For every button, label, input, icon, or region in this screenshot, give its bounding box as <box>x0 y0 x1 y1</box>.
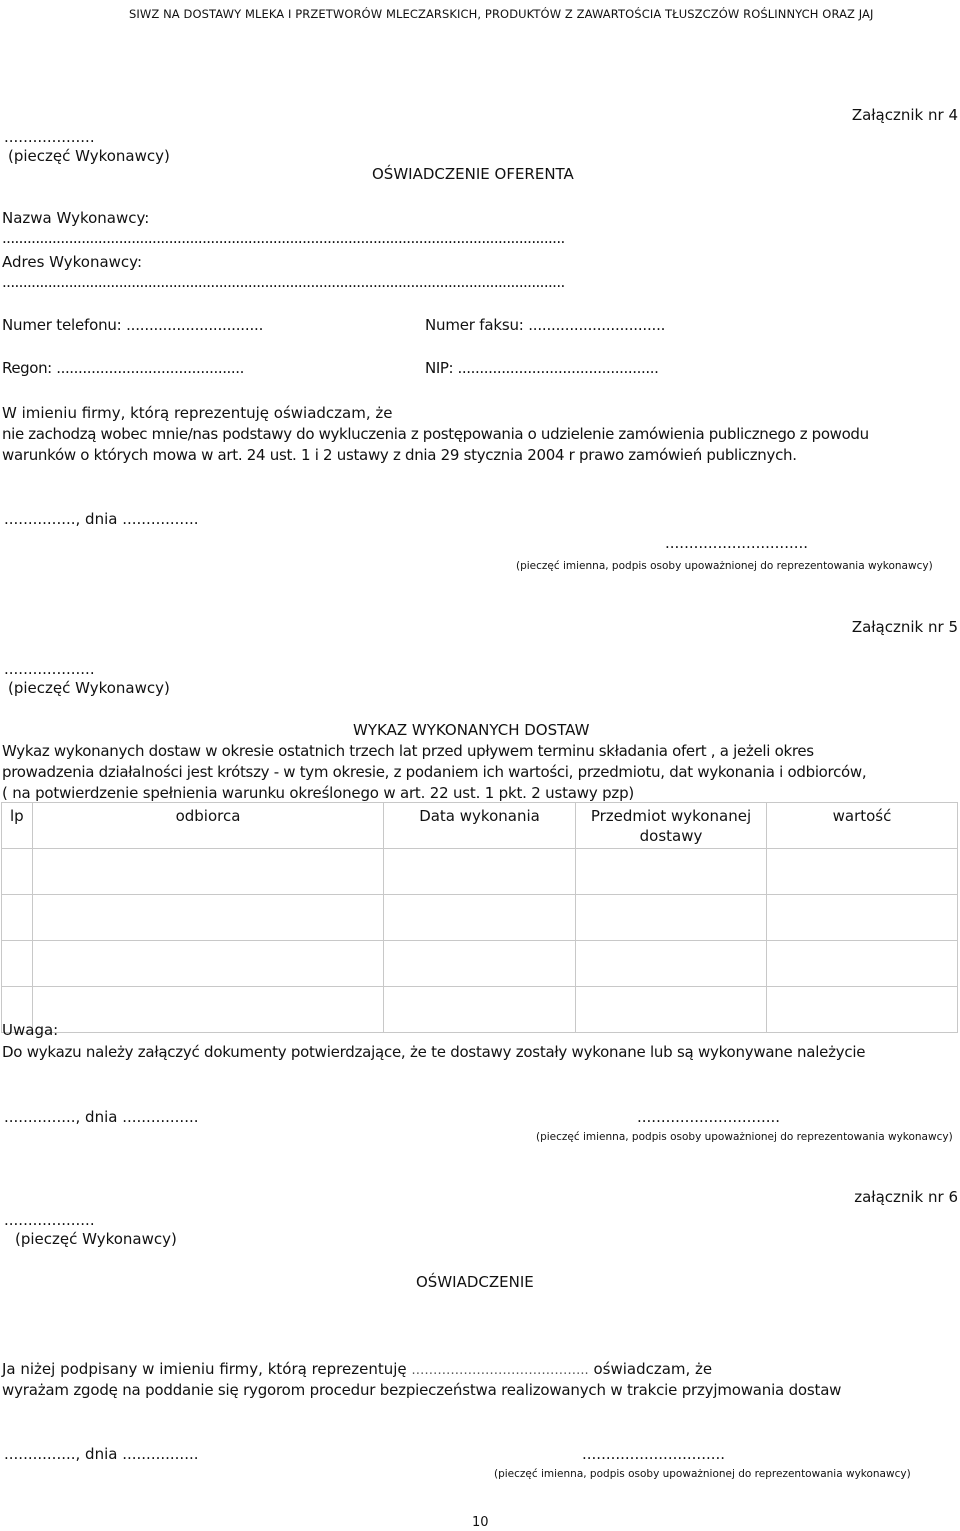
statement-line-1-dots: ………………………………….. <box>411 1363 589 1378</box>
place-date-field: ..............., dnia ................ <box>4 1108 199 1126</box>
signature-caption: (pieczęć imienna, podpis osoby upoważnionej do reprezentowania wykonawcy) <box>516 560 933 572</box>
table-row <box>2 895 958 941</box>
phone-field: Numer telefonu: .............................. <box>2 316 264 334</box>
contractor-stamp-caption: (pieczęć Wykonawcy) <box>8 147 170 165</box>
table-cell[interactable] <box>576 941 767 987</box>
table-cell[interactable] <box>2 849 33 895</box>
table-cell[interactable] <box>33 895 384 941</box>
signature-dots: .............................. <box>582 1445 726 1463</box>
declaration-line-1: W imieniu firmy, którą reprezentuję oświadczam, że <box>2 404 393 422</box>
table-header-row <box>2 803 958 849</box>
deliveries-description-line-1: Wykaz wykonanych dostaw w okresie ostatnich trzech lat przed upływem terminu składania ofert , a jeżeli okres <box>2 742 814 760</box>
column-header-date: Data wykonania <box>384 803 576 849</box>
declaration-line-3: warunków o których mowa w art. 24 ust. 1 i 2 ustawy z dnia 29 stycznia 2004 r prawo zamówień publicznych. <box>2 446 797 464</box>
contractor-address-dots: ....................................................................................................................................... <box>2 273 565 291</box>
column-header-value: wartość <box>767 803 958 849</box>
declaration-line-2: nie zachodzą wobec mnie/nas podstawy do wykluczenia z postępowania o udzielenie zamówienia publicznego z powodu <box>2 425 869 443</box>
column-header-subject: Przedmiot wykonanej dostawy <box>576 803 767 849</box>
table-cell[interactable] <box>576 895 767 941</box>
page-number: 10 <box>472 1515 489 1530</box>
table-cell[interactable] <box>384 895 576 941</box>
table-cell[interactable] <box>767 941 958 987</box>
annex-5-label: Załącznik nr 5 <box>851 618 958 636</box>
nip-field: NIP: .............................................. <box>425 359 659 377</box>
statement-line-1-end: oświadczam, że <box>593 1360 713 1378</box>
place-date-field: ..............., dnia ................ <box>4 1445 199 1463</box>
stamp-dots: ................... <box>4 1211 95 1229</box>
table-cell[interactable] <box>33 941 384 987</box>
table-cell[interactable] <box>767 849 958 895</box>
table-cell[interactable] <box>33 849 384 895</box>
contractor-address-label: Adres Wykonawcy: <box>2 253 142 271</box>
signature-caption: (pieczęć imienna, podpis osoby upoważnionej do reprezentowania wykonawcy) <box>536 1131 953 1143</box>
table-cell[interactable] <box>2 895 33 941</box>
signature-caption: (pieczęć imienna, podpis osoby upoważnionej do reprezentowania wykonawcy) <box>494 1468 911 1480</box>
fax-field: Numer faksu: .............................. <box>425 316 666 334</box>
table-cell[interactable] <box>33 987 384 1033</box>
regon-field: Regon: ........................................... <box>2 359 245 377</box>
column-header-recipient: odbiorca <box>33 803 384 849</box>
contractor-stamp-caption: (pieczęć Wykonawcy) <box>15 1230 177 1248</box>
stamp-dots: ................... <box>4 128 95 146</box>
table-cell[interactable] <box>384 941 576 987</box>
place-date-field: ..............., dnia ................ <box>4 510 199 528</box>
signature-dots: .............................. <box>665 534 809 552</box>
note-label: Uwaga: <box>2 1021 59 1039</box>
table-row <box>2 941 958 987</box>
statement-line-1 <box>2 1360 712 1380</box>
contractor-stamp-caption: (pieczęć Wykonawcy) <box>8 679 170 697</box>
note-text: Do wykazu należy załączyć dokumenty potwierdzające, że te dostawy zostały wykonane lub są wykonywane należycie <box>2 1043 866 1061</box>
table-cell[interactable] <box>2 941 33 987</box>
statement-line-1-start: Ja niżej podpisany w imieniu firmy, którą reprezentuję <box>2 1360 407 1378</box>
table-row <box>2 849 958 895</box>
column-header-lp: lp <box>2 803 33 849</box>
table-cell[interactable] <box>384 849 576 895</box>
deliveries-description-line-2: prowadzenia działalności jest krótszy - w tym okresie, z podaniem ich wartości, przedmiotu, dat wykonania i odbiorców, <box>2 763 867 781</box>
statement-title: OŚWIADCZENIE <box>416 1273 534 1291</box>
contractor-name-dots: ....................................................................................................................................... <box>2 229 565 247</box>
table-cell[interactable] <box>767 895 958 941</box>
contractor-name-label: Nazwa Wykonawcy: <box>2 209 150 227</box>
table-cell[interactable] <box>576 987 767 1033</box>
statement-line-2: wyrażam zgodę na poddanie się rygorom procedur bezpieczeństwa realizowanych w trakcie przyjmowania dostaw <box>2 1381 842 1399</box>
deliveries-table <box>1 802 958 1033</box>
table-cell[interactable] <box>767 987 958 1033</box>
declaration-title: OŚWIADCZENIE OFERENTA <box>372 165 574 183</box>
deliveries-list-title: WYKAZ WYKONANYCH DOSTAW <box>353 721 590 739</box>
document-header: SIWZ NA DOSTAWY MLEKA I PRZETWORÓW MLECZARSKICH, PRODUKTÓW Z ZAWARTOŚCIA TŁUSZCZÓW ROŚLINNYCH ORAZ JAJ <box>129 7 874 21</box>
annex-6-label: załącznik nr 6 <box>854 1188 958 1206</box>
deliveries-description-line-3: ( na potwierdzenie spełnienia warunku określonego w art. 22 ust. 1 pkt. 2 ustawy pzp) <box>2 784 635 802</box>
table-row <box>2 987 958 1033</box>
annex-4-label: Załącznik nr 4 <box>851 106 958 124</box>
table-cell[interactable] <box>384 987 576 1033</box>
table-cell[interactable] <box>576 849 767 895</box>
signature-dots: .............................. <box>637 1108 781 1126</box>
stamp-dots: ................... <box>4 660 95 678</box>
